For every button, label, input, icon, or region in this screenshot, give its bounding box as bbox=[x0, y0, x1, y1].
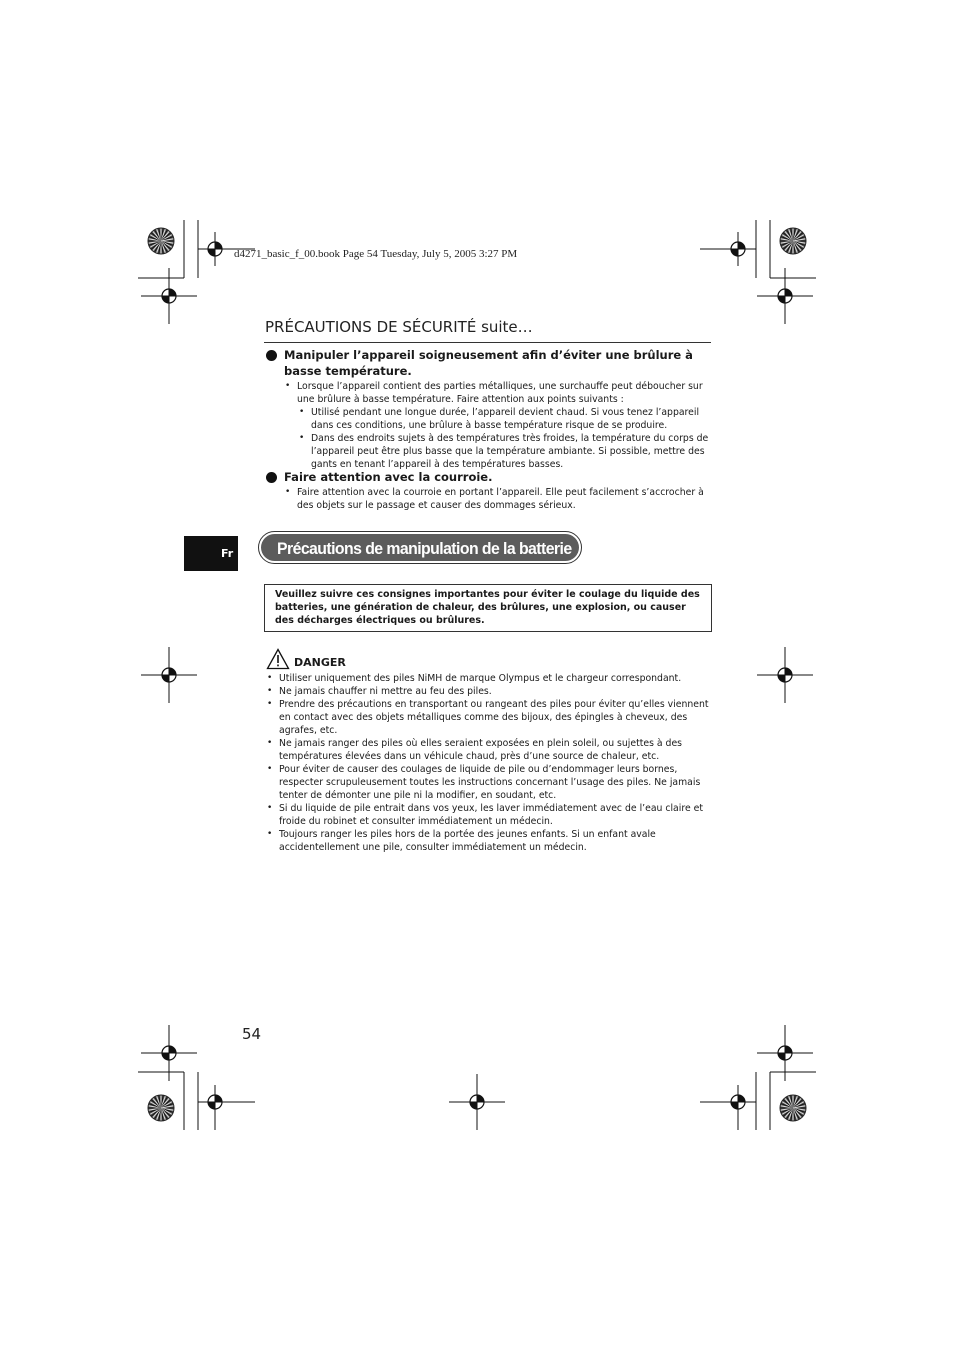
registration-mark-icon bbox=[141, 1025, 197, 1081]
page-number: 54 bbox=[242, 1025, 262, 1043]
danger-list bbox=[279, 672, 711, 854]
section-rule bbox=[264, 342, 711, 343]
list-item: • Toujours ranger les piles hors de la portée des jeunes enfants. Si un enfant avale accidentellement une pile, consulter immédiatement un médecin. bbox=[279, 828, 711, 854]
precaution-heading-1: Manipuler l’appareil soigneusement afin d’éviter une brûlure à basse température. bbox=[266, 347, 710, 379]
section-title: PRÉCAUTIONS DE SÉCURITÉ suite… bbox=[265, 318, 533, 336]
warning-triangle-icon bbox=[266, 648, 290, 670]
precaution-heading-2: Faire attention avec la courroie. bbox=[266, 469, 710, 485]
list-item: • Si du liquide de pile entrait dans vos yeux, les laver immédiatement avec de l’eau claire et froide du robinet et consulter immédiatement un médecin. bbox=[279, 802, 711, 828]
registration-mark-icon bbox=[757, 647, 813, 703]
list-item: • Dans des endroits sujets à des températures très froides, la température du corps de l’appareil peut être plus basse que la température ambiante. Si possible, mettre des gants en tenant l’appareil à des températures basses. bbox=[311, 432, 711, 471]
registration-mark-icon bbox=[757, 268, 813, 324]
precaution-list-2 bbox=[297, 486, 712, 512]
battery-section-banner bbox=[258, 531, 582, 564]
list-item: • Ne jamais chauffer ni mettre au feu des piles. bbox=[279, 685, 711, 698]
battery-section-title: Précautions de manipulation de la batterie bbox=[277, 539, 572, 558]
list-item: • Utiliser uniquement des piles NiMH de marque Olympus et le chargeur correspondant. bbox=[279, 672, 711, 685]
precaution-sublist-1 bbox=[311, 406, 711, 471]
registration-mark-icon bbox=[141, 268, 197, 324]
registration-mark-icon bbox=[141, 647, 197, 703]
file-info: d4271_basic_f_00.book Page 54 Tuesday, July 5, 2005 3:27 PM bbox=[234, 248, 518, 260]
notice-box: Veuillez suivre ces consignes importantes pour éviter le coulage du liquide des batteries, une génération de chaleur, des brûlures, une explosion, ou causer des décharges électriques ou brûlures. bbox=[264, 584, 712, 632]
list-item: • Prendre des précautions en transportant ou rangeant des piles pour éviter qu’elles viennent en contact avec des objets métalliques comme des bijoux, des épingles à cheveux, des agrafes, etc. bbox=[279, 698, 711, 737]
list-item: • Ne jamais ranger des piles où elles seraient exposées en plein soleil, ou sujettes à des températures élevées dans un véhicule chaud, près d’une source de chaleur, etc. bbox=[279, 737, 711, 763]
color-target-icon bbox=[148, 1095, 174, 1121]
list-item: • Pour éviter de causer des coulages de liquide de pile ou d’endommager leurs bornes, respecter scrupuleusement toutes les instructions concernant l’usage des piles. Ne jamais tenter de démonter une pile ni la modifier, en soudant, etc. bbox=[279, 763, 711, 802]
list-item: • Utilisé pendant une longue durée, l’appareil devient chaud. Si vous tenez l’appareil dans ces conditions, une brûlure à basse température risque de se produire. bbox=[311, 406, 711, 432]
registration-mark-icon bbox=[449, 1074, 505, 1130]
list-item: • Lorsque l’appareil contient des parties métalliques, une surchauffe peut déboucher sur une brûlure à basse température. Faire attention aux points suivants : bbox=[297, 380, 712, 406]
color-target-icon bbox=[148, 228, 174, 254]
color-target-icon bbox=[780, 1095, 806, 1121]
color-target-icon bbox=[780, 228, 806, 254]
list-item: • Faire attention avec la courroie en portant l’appareil. Elle peut facilement s’accrocher à des objets sur le passage et causer des dommages sérieux. bbox=[297, 486, 712, 512]
bullet-dot-icon bbox=[266, 350, 277, 361]
language-tab: Fr bbox=[184, 536, 238, 571]
registration-mark-icon bbox=[757, 1025, 813, 1081]
bullet-dot-icon bbox=[266, 472, 277, 483]
precaution-list-1 bbox=[297, 380, 712, 406]
